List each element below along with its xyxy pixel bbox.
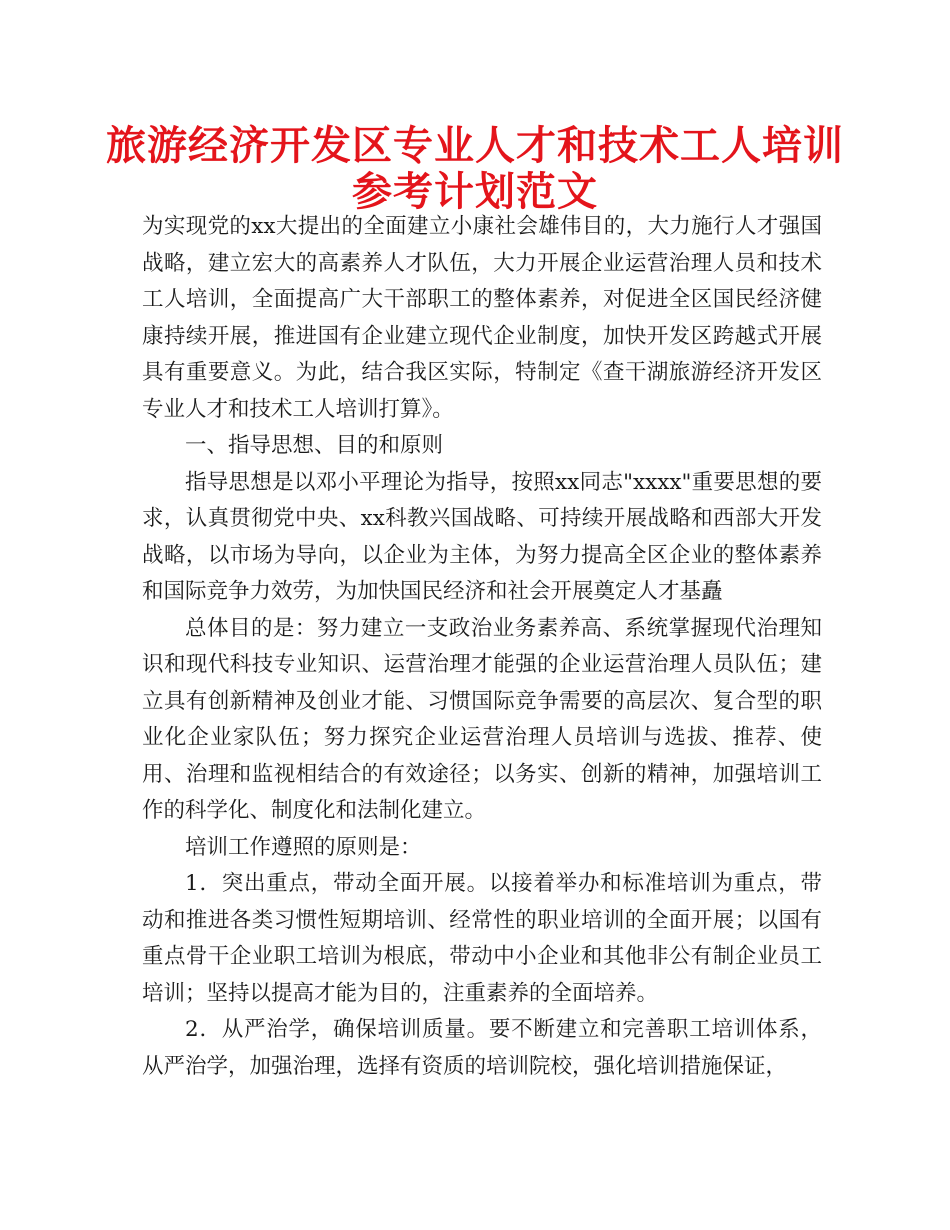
document-title-line-2: 参考计划范文: [352, 169, 598, 215]
paragraph-overall-goal: 总体目的是：努力建立一支政治业务素养高、系统掌握现代治理知识和现代科技专业知识、运营治理才能强的企业运营治理人员队伍；建立具有创新精神及创业才能、习惯国际竞争需要的高层次、复合型的职业化企业家队伍；努力探究企业运营治理人员培训与选拔、推荐、使用、治理和监视相结合的有效途径；以务实、创新的精神，加强培训工作的科学化、制度化和法制化建立。: [142, 615, 822, 823]
paragraph-principle-2: 2．从严治学，确保培训质量。要不断建立和完善职工培训体系，从严治学，加强治理，选择有资质的培训院校，强化培训措施保证，: [142, 1017, 822, 1079]
paragraph-principle-1: 1．突出重点，带动全面开展。以接着举办和标准培训为重点，带动和推进各类习惯性短期培训、经常性的职业培训的全面开展；以国有重点骨干企业职工培训为根底，带动中小企业和其他非公有制企业员工培训；坚持以提高才能为目的，注重素养的全面培养。: [142, 871, 822, 1006]
paragraph-guiding-thought: 指导思想是以邓小平理论为指导，按照xx同志"xxxx"重要思想的要求，认真贯彻党中央、xx科教兴国战略、可持续开展战略和西部大开发战略，以市场为导向，以企业为主体，为努力提高全区企业的整体素养和国际竞争力效劳，为加快国民经济和社会开展奠定人才基矗: [142, 469, 822, 604]
paragraph-principles-intro: 培训工作遵照的原则是：: [185, 834, 422, 860]
section-heading-guiding-principles: 一、指导思想、目的和原则: [185, 433, 444, 458]
document-title-line-1: 旅游经济开发区专业人才和技术工人培训: [106, 123, 844, 169]
document-body: [142, 209, 822, 1085]
paragraph-intro: 为实现党的xx大提出的全面建立小康社会雄伟目的，大力施行人才强国战略，建立宏大的高素养人才队伍，大力开展企业运营治理人员和技术工人培训，全面提高广大干部职工的整体素养，对促进全区国民经济健康持续开展，推进国有企业建立现代企业制度，加快开发区跨越式开展具有重要意义。为此，结合我区实际，特制定《查干湖旅游经济开发区专业人才和技术工人培训打算》。: [142, 214, 822, 422]
